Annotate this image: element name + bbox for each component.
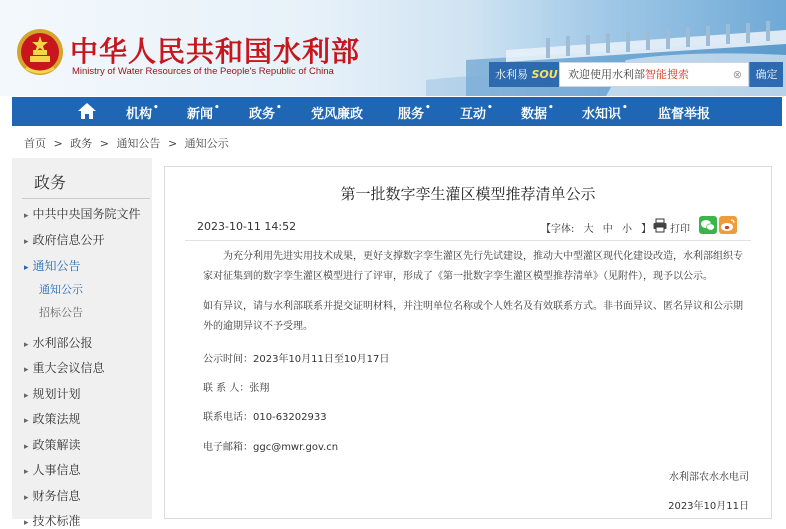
breadcrumb-zhengwu-link[interactable]: 政务 (70, 137, 93, 150)
nav-item-jigou[interactable]: 机构• (126, 103, 159, 122)
nav-item-dangfeng[interactable]: 党风廉政 (311, 107, 364, 122)
arrow-right-icon: ▸ (24, 493, 29, 503)
nav-item-interaction[interactable]: 互动• (460, 103, 493, 122)
publicity-period: 公示时间：2023年10月11日至10月17日 (203, 354, 390, 365)
publish-date: 2023-10-11 14:52 (197, 220, 297, 233)
article-paragraph-1: 为充分利用先进实用技术成果，更好支撑数字孪生灌区先行先试建设，推动大中型灌区现代化建设改造，水利部组织专家对征集到的数字孪生灌区模型进行了评审，形成了《第一批数字孪生灌区模型推荐清单》（见附件），现予以公示。 (203, 251, 743, 282)
site-title: 中华人民共和国水利部 (70, 35, 361, 68)
sidebar-item-major-meetings[interactable]: ▸ 重大会议信息 (24, 361, 105, 375)
contact-phone: 联系电话：010-63202933 (203, 412, 327, 423)
sidebar-subitem-notice-publicity[interactable]: 通知公示 (39, 283, 83, 296)
arrow-right-icon: ▸ (24, 518, 29, 528)
arrow-right-icon: ▸ (24, 391, 29, 401)
font-size-control: 【字体: 大 中 小 】 (541, 224, 652, 235)
signature-date: 2023年10月11日 (668, 501, 749, 512)
nav-item-news[interactable]: 新闻• (187, 103, 220, 122)
font-size-large[interactable]: 大 (583, 224, 594, 235)
arrow-right-icon: ▸ (24, 340, 29, 350)
arrow-right-icon: ▸ (24, 416, 29, 426)
breadcrumb (24, 135, 233, 151)
font-size-small[interactable]: 小 (621, 224, 632, 235)
meta-divider (185, 240, 751, 241)
sidebar-item-standards[interactable]: ▸ 技术标准 (24, 514, 81, 528)
nav-item-water-knowledge[interactable]: 水知识• (582, 103, 628, 122)
arrow-right-icon: ▸ (24, 467, 29, 477)
arrow-right-icon: ▸ (24, 237, 29, 247)
arrow-right-icon: ▸ (24, 442, 29, 452)
sidebar-subitem-tender-notice[interactable]: 招标公告 (39, 306, 83, 319)
print-icon[interactable] (653, 219, 667, 232)
nav-item-supervision[interactable]: 监督举报 (658, 107, 711, 122)
wechat-share-icon[interactable] (699, 216, 717, 234)
breadcrumb-separator: > (53, 137, 63, 150)
clear-search-icon[interactable]: ⊗ (732, 68, 742, 81)
article-paragraph-2: 如有异议，请与水利部联系并提交证明材料，并注明单位名称或个人姓名及有效联系方式。非书面异议、匿名异议和公示期外的逾期异议不予受理。 (203, 301, 743, 332)
sidebar-item-notices[interactable]: ▸ 通知公告 (24, 259, 81, 273)
sidebar (12, 158, 152, 528)
font-size-medium[interactable]: 中 (602, 224, 613, 235)
contact-email: 电子邮箱：ggc@mwr.gov.cn (203, 442, 339, 453)
sidebar-item-finance[interactable]: ▸ 财务信息 (24, 489, 81, 503)
breadcrumb-notice-link[interactable]: 通知公告 (116, 137, 161, 150)
sidebar-item-policy-interpretation[interactable]: ▸ 政策解读 (24, 438, 81, 452)
breadcrumb-current[interactable]: 通知公示 (184, 137, 229, 150)
article-title: 第一批数字孪生灌区模型推荐清单公示 (340, 185, 596, 203)
breadcrumb-separator: > (99, 137, 109, 150)
search-input[interactable]: 欢迎使用水利部智能搜索 ⊗ (559, 62, 749, 87)
sidebar-item-personnel[interactable]: ▸ 人事信息 (24, 463, 81, 477)
sidebar-item-central-documents[interactable]: ▸ 中共中央国务院文件 (24, 207, 141, 221)
sidebar-title: 政务 (34, 173, 67, 192)
search-bar (489, 62, 783, 87)
arrow-right-icon: ▸ (24, 365, 29, 375)
search-brand: 水利易 SOU (489, 62, 559, 87)
arrow-right-icon: ▸ (24, 211, 29, 221)
print-button[interactable]: 打印 (670, 224, 690, 235)
main-nav (12, 97, 782, 126)
nav-item-data[interactable]: 数据• (521, 103, 554, 122)
home-icon[interactable] (78, 103, 96, 119)
article-panel (164, 166, 772, 519)
sidebar-item-info-disclosure[interactable]: ▸ 政府信息公开 (24, 233, 105, 247)
sidebar-item-planning[interactable]: ▸ 规划计划 (24, 387, 81, 401)
national-emblem-icon (16, 28, 64, 78)
sidebar-item-bulletin[interactable]: ▸ 水利部公报 (24, 336, 93, 350)
search-brand-logo: SOU (531, 68, 558, 81)
breadcrumb-separator: > (167, 137, 178, 150)
sidebar-item-regulations[interactable]: ▸ 政策法规 (24, 412, 81, 426)
breadcrumb-home-link[interactable]: 首页 (24, 137, 46, 150)
site-header (0, 0, 786, 96)
nav-item-service[interactable]: 服务• (398, 103, 431, 122)
arrow-right-icon: ▸ (24, 263, 29, 273)
site-subtitle: Ministry of Water Resources of the People's Republic of China (72, 66, 334, 77)
issuing-department: 水利部农水水电司 (669, 472, 749, 483)
nav-item-zhengwu[interactable]: 政务• (249, 103, 282, 122)
sidebar-divider (22, 198, 150, 199)
search-submit-button[interactable]: 确定 (749, 62, 783, 87)
contact-person: 联 系 人：张翔 (203, 383, 270, 394)
weibo-share-icon[interactable] (719, 216, 737, 234)
